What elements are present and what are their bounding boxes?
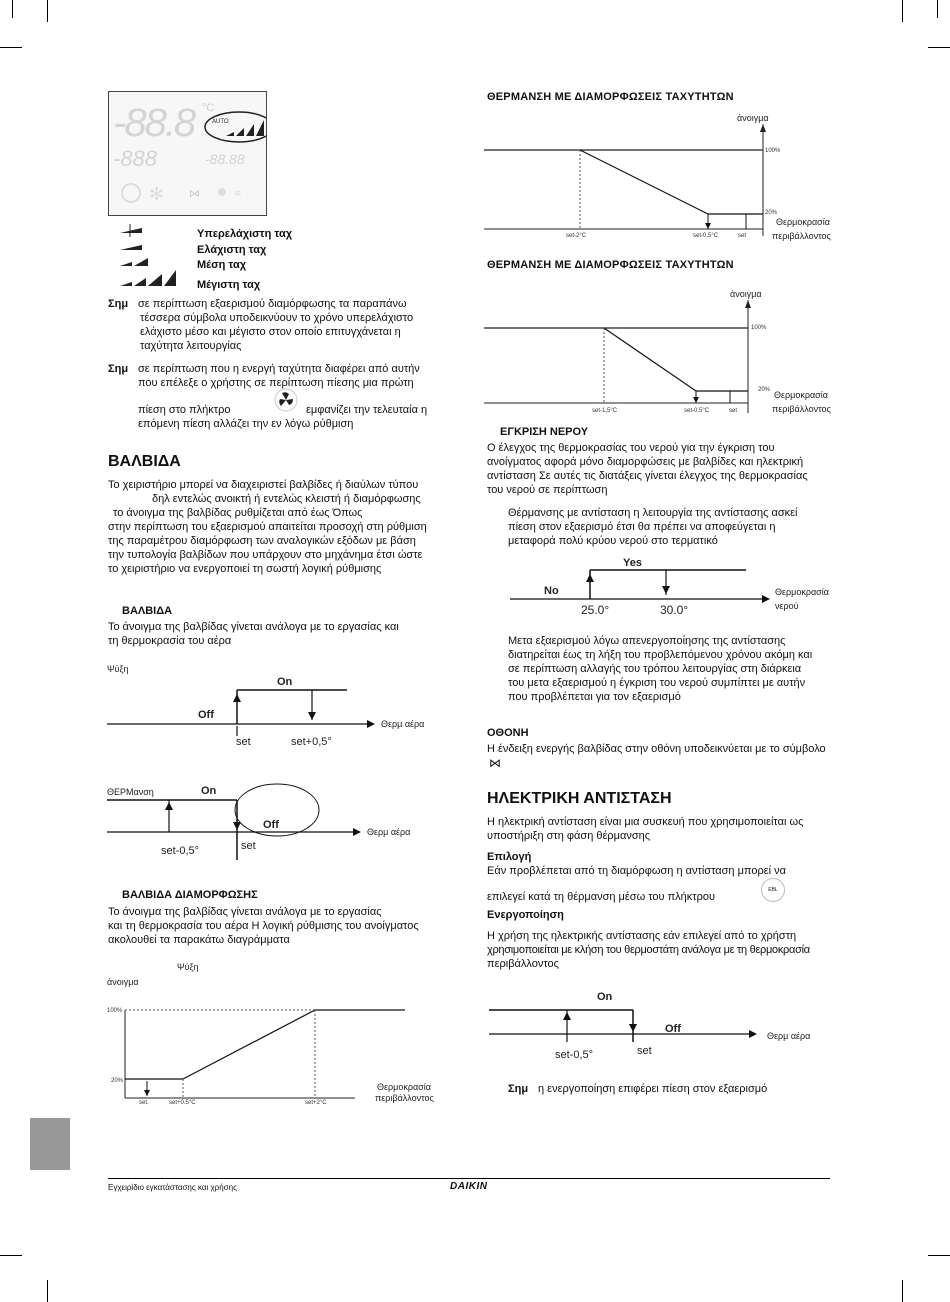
mod-cool-y100: 100% — [107, 1008, 123, 1014]
heat-set: set — [241, 840, 256, 852]
hm1-x3: set — [738, 233, 747, 239]
resist-set2: set-0,5° — [555, 1049, 594, 1061]
mod-cooling-chart — [105, 958, 450, 1108]
water-yes: Yes — [623, 557, 642, 569]
valve-sub2-text: Το άνοιγμα της βαλβίδας γίνεται ανάλογα με το εργασίας και τη θερμοκρασία του αέρα Η λογική ρύθμισης του ανοίγματος ακολουθεί τα παρακάτω διαγράμματα — [108, 906, 419, 946]
speed-medium: Μέση ταχ — [197, 259, 247, 271]
hm2-xlabel1: Θερμοκρασία — [774, 390, 828, 400]
valve-paragraph: Το χειριστήριο μπορεί να διαχειριστεί βαλβίδες ή διαύλων τύπου δηλ εντελώς ανοικτή ή εντελώς κλειστή ή διαμόρφωσης το άνοιγμα της βαλβίδας ρυθμίζεται από έως Όπως στην περίπτωση του εξαερισμού απαιτείται προσοχή στη ρύθμιση της παραμέτρου διαμόρφωση των αναλογικών εξόδων με βάση την τυπολογία βαλβίδων που υπάρχουν στο μηχάνημα έτσι ώστε το χειριστήριο να ενεργοποιεί τη σωστή λογική ρύθμισης — [108, 479, 427, 575]
hm1-x1: set-2°C — [566, 233, 587, 239]
footer-left: Εγχειρίδιο εγκατάστασης και χρήσης — [108, 1183, 237, 1192]
low-speed-icon — [120, 245, 142, 250]
hm1-xlabel1: Θερμοκρασία — [776, 217, 830, 227]
lcd-display-graphic — [109, 92, 266, 215]
hm2-xlabel2: περιβάλλοντος — [772, 404, 831, 414]
mod-cool-x1: set. — [139, 1100, 149, 1106]
cool-ylabel: Ψύξη — [107, 664, 129, 674]
valve-heading: ΒΑΛΒΙΔΑ — [108, 453, 181, 470]
cool-xlabel: Θερμ αέρα — [381, 719, 425, 729]
hm1-x2: set-0.5°C — [693, 233, 719, 239]
heat-ylabel: ΘΕΡΜανση — [107, 787, 154, 797]
mod-cool-xlabel1: Θερμοκρασία — [377, 1082, 431, 1092]
speed-max: Μέγιστη ταχ — [197, 279, 261, 291]
hm2-x2: set-0.5°C — [684, 408, 710, 414]
heat-off: Off — [263, 819, 279, 831]
note-tag: Σημ — [108, 363, 129, 375]
water-t1: 25.0° — [581, 603, 610, 617]
resist-note: η ενεργοποίηση επιφέρει πίεση στον εξαερισμό — [538, 1083, 768, 1095]
heat-on: On — [201, 785, 217, 797]
resist-set: set — [637, 1045, 652, 1057]
side-tab — [30, 1118, 70, 1170]
heat-xlabel: Θερμ αέρα — [367, 827, 411, 837]
fan-button-icon — [274, 388, 298, 412]
lcd-display — [108, 91, 267, 216]
hm2-y100: 100% — [751, 325, 767, 331]
water-no: No — [544, 585, 559, 597]
mod-cool-y20: 20% — [111, 1078, 124, 1084]
snowflake-icon: ✻ — [149, 184, 165, 204]
crop-mark — [928, 1255, 950, 1256]
screen-heading: ΟΘΟΝΗ — [487, 727, 529, 739]
daikin-logo: DAIKIN — [450, 1181, 488, 1192]
super-low-speed-icon — [120, 224, 142, 237]
water-paragraph: Ο έλεγχος της θερμοκρασίας του νερού για την έγκριση του ανοίγματος αφορά μόνο διαμορφώσεις με βαλβίδες και ηλεκτρική αντίσταση Σε αυτές τις διατάξεις γίνεται έλεγχος της θερμοκρασίας του νερού σε περίπτωση — [487, 442, 808, 496]
resist-xlabel: Θερμ αέρα — [767, 1031, 811, 1041]
heating-onoff-chart — [105, 780, 450, 862]
sun-icon — [122, 184, 140, 202]
hm1-ylabel: άνοιγμα — [737, 113, 769, 123]
water-indent-1: Θέρμανσης με αντίσταση η λειτουργία της αντίστασης ασκεί πίεση στον εξαερισμό έτσι θα πρέπει να αποφεύγεται η μεταφορά πολύ κρύου νερού στο τερματικό — [508, 507, 798, 547]
valve-sub1: ΒΑΛΒΙΔΑ — [122, 605, 173, 617]
lcd-small-digits: -888 — [113, 146, 158, 171]
crop-mark — [928, 47, 950, 48]
water-xlabel1: Θερμοκρασία — [775, 587, 829, 597]
speed-low: Ελάχιστη ταχ — [197, 244, 267, 256]
heater-icon: ≋ — [234, 188, 242, 198]
mod-cool-ylabel: άνοιγμα — [107, 977, 139, 987]
crop-mark — [47, 1280, 48, 1302]
resist-off: Off — [665, 1023, 681, 1035]
speed-superlow: Υπερελάχιστη ταχ — [197, 228, 293, 240]
note2-last: επόμενη πίεση αλλάζει την εν λόγω ρύθμιση — [138, 418, 354, 430]
water-indent-2: Μετα εξαερισμού λόγω απενεργοποίησης της αντίστασης διατηρείται έως τη λήξη του προβλεπόμενου χρόνου ακόμη και σε περίπτωση αλλαγής του τρόπου λειτουργίας στη διάρκεια του μετα εξαερισμού η έγκριση του νερού συμπίπτει με αυτήν που προβλέπεται για τον εξαερισμό — [508, 635, 813, 703]
note-tag: Σημ — [108, 298, 129, 310]
hm2-x3: set — [729, 408, 738, 414]
heat-mod-title-2: ΘΕΡΜΑΝΣΗ ΜΕ ΔΙΑΜΟΡΦΩΣΕΙΣ ΤΑΧΥΤΗΤΩΝ — [487, 259, 734, 271]
heat-mod-title-1: ΘΕΡΜΑΝΣΗ ΜΕ ΔΙΑΜΟΡΦΩΣΕΙΣ ΤΑΧΥΤΗΤΩΝ — [487, 91, 734, 103]
screen-text: Η ένδειξη ενεργής βαλβίδας στην οθόνη υποδεικνύεται με το σύμβολο — [487, 743, 826, 755]
crop-mark — [902, 1280, 903, 1302]
resist-paragraph: Η ηλεκτρική αντίσταση είναι μια συσκευή που χρησιμοποιείται ως υποστήριξη στη φάση θέρμανσης — [487, 816, 804, 842]
fan-speed-icons — [108, 222, 178, 292]
note2-after: εμφανίζει την τελευταία η — [306, 404, 428, 416]
hm1-xlabel2: περιβάλλοντος — [772, 231, 831, 241]
cool-on: On — [277, 676, 293, 688]
resist-heading: ΗΛΕΚΤΡΙΚΗ ΑΝΤΙΣΤΑΣΗ — [487, 790, 672, 807]
resist-activation-heading: Ενεργοποίηση — [487, 909, 564, 921]
medium-speed-icon — [120, 258, 148, 266]
resist-selection-heading: Επιλογή — [487, 851, 532, 863]
lcd-auto: AUTO — [212, 119, 229, 125]
hm2-y20: 20% — [758, 387, 771, 393]
auto-highlight-ring — [205, 112, 266, 142]
heat-mod-chart-2 — [480, 285, 840, 420]
mod-cool-x2: set+0.5°C — [169, 1100, 196, 1106]
resist-selection-line2: επιλεγεί κατά τη θέρμανση μέσω του πλήκτρου — [487, 891, 716, 903]
valve-sub2: ΒΑΛΒΙΔΑ ΔΙΑΜΟΡΦΩΣΗΣ — [122, 889, 258, 901]
hm1-y100: 100% — [765, 148, 781, 154]
resist-selection-line1: Εάν προβλέπεται από τη διαμόρφωση η αντίσταση μπορεί να — [487, 865, 786, 877]
hm2-ylabel: άνοιγμα — [730, 289, 762, 299]
mod-cool-x3: set+2°C — [305, 1100, 327, 1106]
lcd-degc: °C — [202, 102, 215, 114]
resist-activation-text: Η χρήση της ηλεκτρικής αντίστασης εάν επιλεγεί από το χρήστη χρησιμοποιείται με κλήση του θερμοστάτη ανάλογα με τη θερμοκρασία περιβάλλοντος — [487, 930, 810, 970]
hm1-y20: 20% — [765, 210, 778, 216]
resistance-onoff-chart — [487, 982, 832, 1064]
heat-mod-chart-1 — [480, 108, 840, 248]
footer-rule — [108, 1178, 830, 1179]
crop-mark — [47, 0, 48, 22]
valve-sub1-text: Το άνοιγμα της βαλβίδας γίνεται ανάλογα με το εργασίας και τη θερμοκρασία του αέρα — [108, 621, 399, 647]
lcd-main-digits: -88.8 — [113, 101, 195, 145]
ebl-button-icon: EBL — [761, 878, 785, 902]
water-approval-chart — [500, 552, 840, 622]
cool-set: set — [236, 736, 251, 748]
note2-press: πίεση στο πλήκτρο — [138, 404, 231, 416]
resist-note-tag: Σημ — [508, 1083, 529, 1095]
crop-mark — [0, 1255, 22, 1256]
crop-mark — [0, 47, 22, 48]
cooling-onoff-chart — [105, 660, 450, 752]
water-heading: ΕΓΚΡΙΣΗ ΝΕΡΟΥ — [500, 426, 589, 438]
lcd-small-digits-2: -88.88 — [205, 151, 245, 167]
water-t2: 30.0° — [660, 603, 689, 617]
note2: σε περίπτωση που η ενεργή ταχύτητα διαφέρει από αυτήν που επέλεξε ο χρήστης σε περίπτωση πίεσης μια πρώτη — [138, 363, 420, 389]
crop-mark — [902, 0, 903, 22]
mod-cool-title: Ψύξη — [177, 962, 199, 972]
max-speed-icon — [120, 270, 176, 286]
cool-set2: set+0,5° — [291, 736, 332, 748]
fan-icon — [218, 188, 226, 196]
mod-cool-xlabel2: περιβάλλοντος — [375, 1093, 434, 1103]
heat-set2: set-0,5° — [161, 845, 200, 857]
valve-symbol-icon: ⋈ — [489, 756, 501, 770]
hm2-x1: set-1,5°C — [592, 408, 618, 414]
note1: σε περίπτωση εξαερισμού διαμόρφωσης τα παραπάνω τέσσερα σύμβολα υποδεικνύουν το χρόνο υπερελάχιστο ελάχιστο μέσο και μέγιστο στον οποίο επιτυγχάνεται η ταχύτητα λειτουργίας — [138, 298, 414, 352]
cool-off: Off — [198, 709, 214, 721]
crop-mark — [937, 0, 938, 18]
water-xlabel2: νερού — [775, 601, 799, 611]
crop-mark — [12, 0, 13, 18]
resist-on: On — [597, 991, 613, 1003]
valve-icon: ⋈ — [189, 188, 200, 200]
